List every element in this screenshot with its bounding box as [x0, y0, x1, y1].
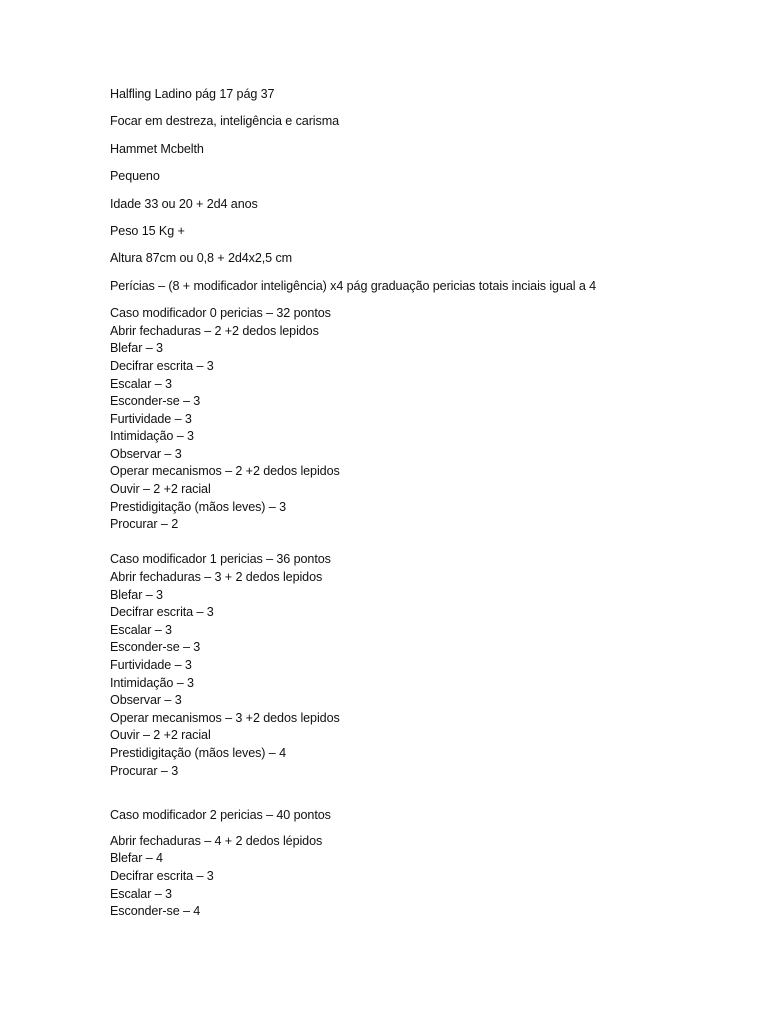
skill-line: Operar mecanismos – 2 +2 dedos lepidos — [110, 464, 340, 479]
skill-line: Abrir fechaduras – 3 + 2 dedos lepidos — [110, 570, 323, 585]
skill-line: Esconder-se – 3 — [110, 640, 201, 655]
section-spacer — [110, 780, 730, 807]
skill-line: Furtividade – 3 — [110, 411, 192, 426]
skill-line: Intimidação – 3 — [110, 429, 194, 444]
case-modifier-1-section — [110, 551, 730, 780]
skill-line: Blefar – 3 — [110, 341, 163, 356]
skill-line: Procurar – 2 — [110, 517, 179, 532]
case-0-title: Caso modificador 0 pericias – 32 pontos — [110, 306, 331, 321]
skill-line: Decifrar escrita – 3 — [110, 605, 214, 620]
skill-line: Operar mecanismos – 3 +2 dedos lepidos — [110, 710, 340, 725]
case-modifier-0-section — [110, 305, 730, 534]
skill-line: Prestidigitação (mãos leves) – 4 — [110, 745, 286, 760]
skill-line: Blefar – 4 — [110, 851, 163, 866]
document-body — [110, 86, 730, 921]
skill-line: Escalar – 3 — [110, 622, 172, 637]
case-modifier-2-section — [110, 807, 730, 921]
case-1-title: Caso modificador 1 pericias – 36 pontos — [110, 552, 331, 567]
document-title-line: Halfling Ladino pág 17 pág 37 — [110, 87, 275, 101]
skill-line: Furtividade – 3 — [110, 658, 192, 672]
skill-line: Observar – 3 — [110, 693, 182, 708]
skill-line: Esconder-se – 4 — [110, 904, 201, 919]
skill-line: Ouvir – 2 +2 racial — [110, 482, 211, 497]
skill-line: Abrir fechaduras – 2 +2 dedos lepidos — [110, 323, 319, 338]
skill-line: Procurar – 3 — [110, 763, 179, 778]
case-2-title: Caso modificador 2 pericias – 40 pontos — [110, 808, 331, 823]
skill-line: Esconder-se – 3 — [110, 394, 201, 409]
skill-line: Blefar – 3 — [110, 587, 163, 602]
skill-line: Escalar – 3 — [110, 886, 172, 901]
skill-line: Decifrar escrita – 3 — [110, 358, 214, 373]
section-spacer — [110, 534, 730, 552]
weight-line: Peso 15 Kg + — [110, 223, 185, 238]
focus-attributes-line: Focar em destreza, inteligência e carisma — [110, 114, 339, 129]
skills-formula-line: Perícias – (8 + modificador inteligência) x4 pág graduação pericias totais inciais igual a 4 — [110, 278, 597, 293]
height-line: Altura 87cm ou 0,8 + 2d4x2,5 cm — [110, 251, 293, 266]
skill-line: Escalar – 3 — [110, 376, 172, 391]
paragraph-spacer — [110, 825, 730, 833]
skill-line: Abrir fechaduras – 4 + 2 dedos lépidos — [110, 833, 323, 848]
skill-line: Ouvir – 2 +2 racial — [110, 728, 211, 743]
age-line: Idade 33 ou 20 + 2d4 anos — [110, 196, 258, 211]
character-name-line: Hammet Mcbelth — [110, 141, 204, 156]
skill-line: Decifrar escrita – 3 — [110, 868, 214, 883]
skill-line: Prestidigitação (mãos leves) – 3 — [110, 499, 286, 514]
skill-line: Observar – 3 — [110, 446, 182, 461]
skill-line: Intimidação – 3 — [110, 675, 194, 690]
size-line: Pequeno — [110, 169, 160, 184]
